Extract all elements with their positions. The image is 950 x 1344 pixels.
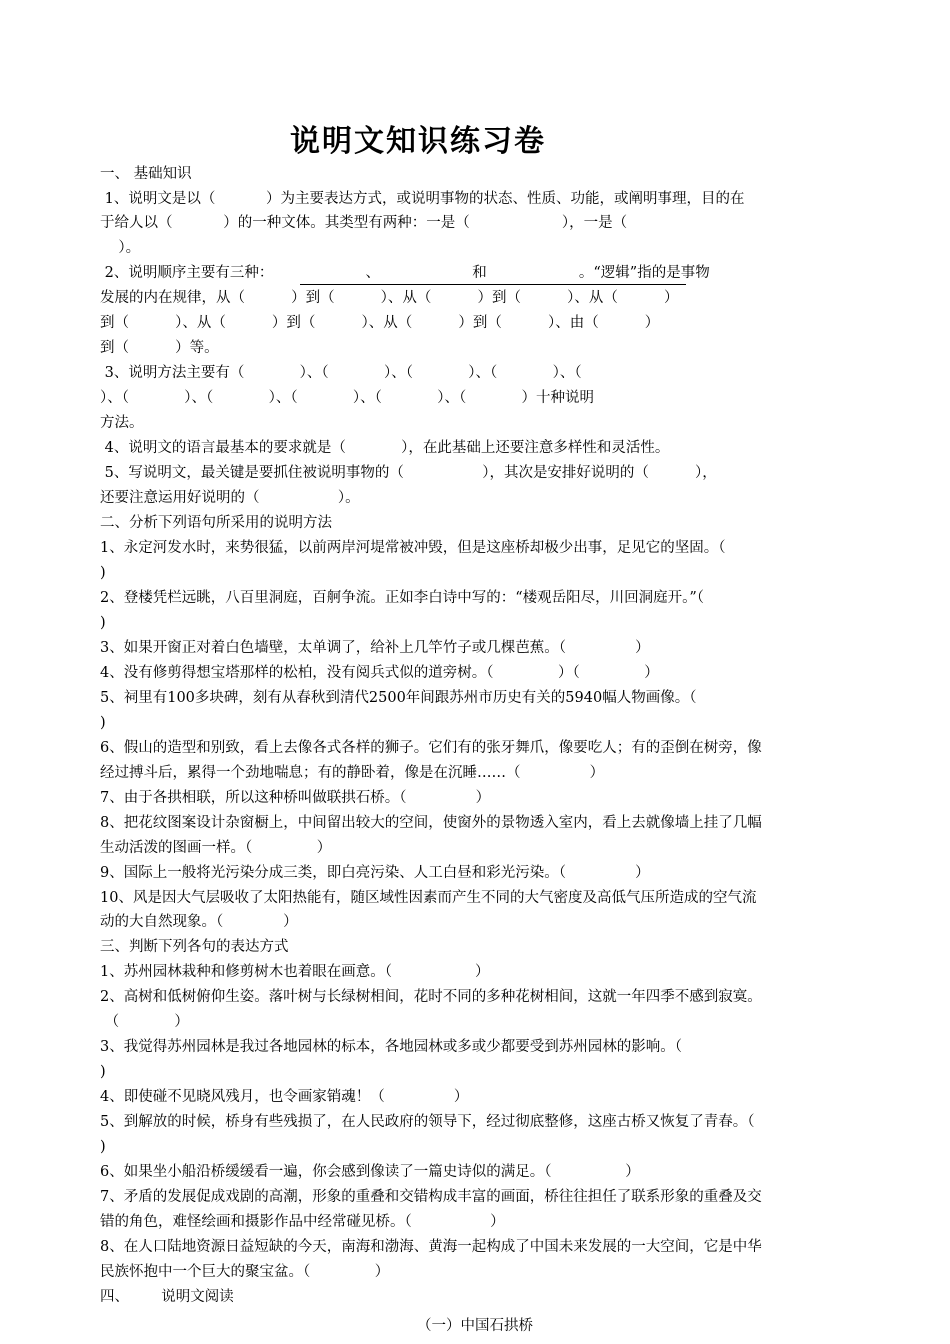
text-line: 生动活泼的图画一样。（ ）	[100, 840, 332, 856]
text-line: 5、祠里有100多块碑，刻有从春秋到清代2500年间跟苏州市历史有关的5940幅人物画像。（	[100, 690, 697, 706]
text-line: 9、国际上一般将光污染分成三类，即白亮污染、人工白昼和彩光污染。（ ）	[100, 865, 650, 881]
text-line: 1、说明文是以（ ）为主要表达方式，或说明事物的状态、性质、功能，或阐明事理，目的在	[100, 191, 745, 207]
text-line: 4、即使碰不见晓风残月，也令画家销魂！（ ）	[100, 1089, 469, 1105]
text-line: 6、假山的造型和别致，看上去像各式各样的狮子。它们有的张牙舞爪，像要吃人；有的歪倒在树旁，像	[100, 740, 762, 756]
section-heading: 四、 说明文阅读	[100, 1289, 234, 1305]
text-line: 到（ ）等。	[100, 340, 219, 356]
text-line: )	[100, 715, 106, 731]
text-line: )	[100, 1139, 106, 1155]
text-line: 1、苏州园林栽种和修剪树木也着眼在画意。（ ）	[100, 964, 490, 980]
text-line: 民族怀抱中一个巨大的聚宝盆。（ ）	[100, 1264, 390, 1280]
text-line: 7、矛盾的发展促成戏剧的高潮，形象的重叠和交错构成丰富的画面，桥往往担任了联系形象的重叠及交	[100, 1189, 762, 1205]
text-line: )	[100, 1064, 106, 1080]
text-line: 2、高树和低树俯仰生姿。落叶树与长绿树相间，花时不同的多种花树相间，这就一年四季不感到寂寞。	[100, 989, 762, 1005]
text-line: 4、说明文的语言最基本的要求就是（ ），在此基础上还要注意多样性和灵活性。	[100, 440, 670, 456]
text-line: ）、（ ）、（ ）、（ ）、（ ）、（ ）十种说明	[100, 390, 595, 406]
text-line: 8、在人口陆地资源日益短缺的今天，南海和渤海、黄海一起构成了中国未来发展的一大空间，它是中华	[100, 1239, 762, 1255]
text-line: ）。	[100, 240, 141, 256]
text-line: 6、如果坐小船沿桥缓缓看一遍，你会感到像读了一篇史诗似的满足。（ ）	[100, 1164, 640, 1180]
text-line: 3、我觉得苏州园林是我过各地园林的标本，各地园林或多或少都要受到苏州园林的影响。（	[100, 1039, 682, 1055]
text-line: 还要注意运用好说明的（ ）。	[100, 490, 360, 506]
text-line: 动的大自然现象。（ ）	[100, 914, 298, 930]
section-heading: 三、判断下列各句的表达方式	[100, 939, 289, 955]
text-line: 10、风是因大气层吸收了太阳热能有，随区域性因素而产生不同的大气密度及高低气压所造成的空气流	[100, 890, 757, 906]
text-line: 7、由于各拱相联，所以这种桥叫做联拱石桥。（ ）	[100, 790, 491, 806]
text-line: 2、说明顺序主要有三种： 、 和 。“逻辑”指的是事物	[100, 265, 710, 281]
text-line: 3、说明方法主要有（ ）、（ ）、（ ）、（ ）、（	[100, 365, 582, 381]
text-line: 方法。	[100, 415, 144, 431]
page-title: 说明文知识练习卷	[290, 124, 546, 159]
text-line: )	[100, 565, 106, 581]
section-heading: 一、 基础知识	[100, 166, 192, 182]
text-line: 5、写说明文，最关键是要抓住被说明事物的（ ），其次是安排好说明的（ ），	[100, 465, 717, 481]
text-line: 3、如果开窗正对着白色墙壁，太单调了，给补上几竿竹子或几棵芭蕉。（ ）	[100, 640, 650, 656]
text-line: 8、把花纹图案设计杂窗橱上，中间留出较大的空间，使窗外的景物透入室内，看上去就像墙上挂了几幅	[100, 815, 762, 831]
section-heading: 二、分析下列语句所采用的说明方法	[100, 515, 332, 531]
text-line: 经过搏斗后，累得一个劲地喘息；有的静卧着，像是在沉睡……（ ）	[100, 765, 605, 781]
text-line: 2、登楼凭栏远眺，八百里洞庭，百舸争流。正如李白诗中写的：“楼观岳阳尽，川回洞庭开。”（	[100, 590, 705, 606]
text-line: 5、到解放的时候，桥身有些残损了，在人民政府的领导下，经过彻底整修，这座古桥又恢复了青春。（	[100, 1114, 755, 1130]
fill-in-underline	[300, 284, 686, 285]
text-line: （ ）	[100, 1014, 189, 1030]
reading-subtitle: （一）中国石拱桥	[417, 1318, 533, 1334]
text-line: 1、永定河发水时，来势很猛，以前两岸河堤常被冲毁，但是这座桥却极少出事，足见它的坚固。（	[100, 540, 726, 556]
text-line: 于给人以（ ）的一种文体。其类型有两种：一是（ ），一是（	[100, 215, 628, 231]
text-line: 发展的内在规律，从（ ）到（ ）、从（ ）到（ ）、从（ ）	[100, 290, 679, 306]
text-line: 错的角色，难怪绘画和摄影作品中经常碰见桥。（ ）	[100, 1214, 505, 1230]
text-line: 4、没有修剪得想宝塔那样的松柏，没有阅兵式似的道旁树。（ ）（ ）	[100, 665, 659, 681]
text-line: 到（ ）、从（ ）到（ ）、从（ ）到（ ）、由（ ）	[100, 315, 660, 331]
text-line: )	[100, 615, 106, 631]
